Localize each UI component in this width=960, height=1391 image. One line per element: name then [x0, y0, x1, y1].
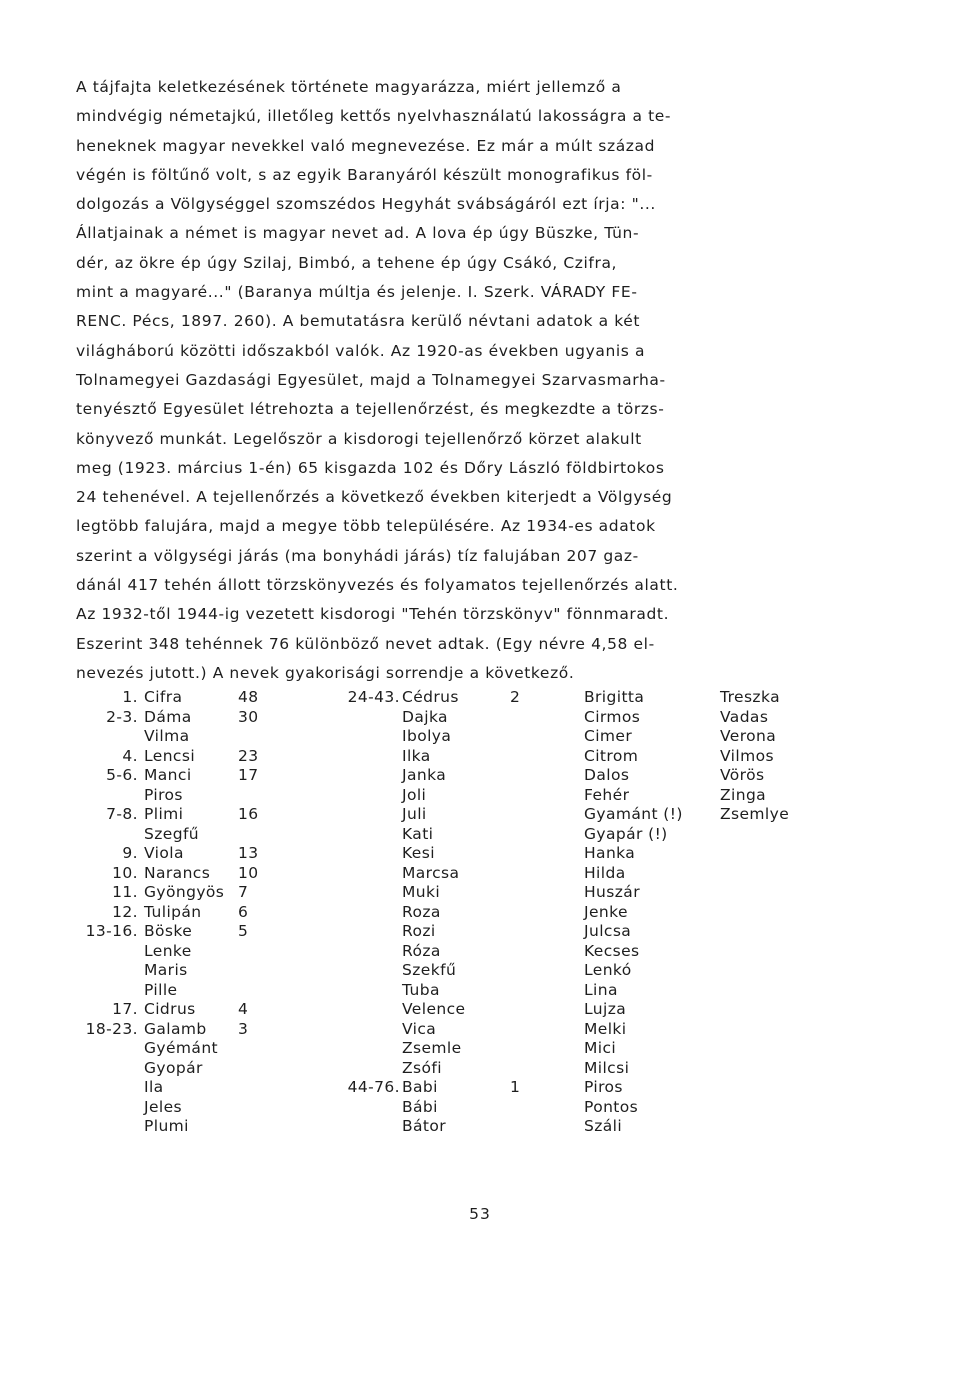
- text-line: heneknek magyar nevekkel való megnevezése. Ez már a múlt század: [76, 136, 656, 155]
- list-item: [0, 981, 960, 1001]
- list-item: [0, 825, 960, 845]
- count-value: 2: [510, 688, 521, 706]
- cow-name: Piros: [584, 1078, 623, 1096]
- cow-name: Cirmos: [584, 707, 641, 726]
- rank-label: 2-3.: [106, 707, 138, 726]
- count-value: 5: [238, 922, 249, 940]
- text-line: világháború közötti időszakból valók. Az 1920-as években ugyanis a: [76, 341, 646, 360]
- text-line: Tolnamegyei Gazdasági Egyesület, majd a Tolnamegyei Szarvasmarha-: [76, 370, 666, 389]
- cow-name: Lina: [584, 980, 618, 999]
- cow-name: Szekfű: [402, 961, 457, 979]
- list-item: [0, 688, 960, 708]
- cow-name: Manci: [144, 766, 192, 784]
- list-item: [0, 922, 960, 942]
- cow-name: Kecses: [584, 941, 640, 960]
- cow-name: Pontos: [584, 1097, 639, 1116]
- cow-name: Szegfű: [144, 824, 200, 843]
- cow-name: Verona: [720, 727, 777, 745]
- cow-name: Lencsi: [144, 746, 196, 765]
- rank-label: 13-16.: [85, 922, 138, 940]
- cow-name: Viola: [144, 844, 184, 862]
- list-item: [0, 1098, 960, 1118]
- count-value: 1: [510, 1078, 521, 1096]
- list-item: [0, 1117, 960, 1137]
- text-line: tenyésztő Egyesület létrehozta a tejellenőrzést, és megkezdte a törzs-: [76, 400, 665, 419]
- list-item: [0, 727, 960, 747]
- rank-label: 12.: [112, 902, 138, 921]
- cow-name: Tuba: [402, 980, 440, 999]
- rank-label: 4.: [122, 746, 138, 765]
- cow-name: Lenkó: [584, 961, 632, 979]
- cow-name: Citrom: [584, 746, 639, 765]
- count-value: 16: [238, 805, 259, 823]
- list-item: [0, 1020, 960, 1040]
- cow-name: Zinga: [720, 785, 767, 804]
- list-item: [0, 766, 960, 786]
- cow-name: Roza: [402, 902, 441, 921]
- cow-name: Mici: [584, 1039, 617, 1057]
- rank-label: 24-43.: [347, 688, 400, 706]
- list-item: [0, 883, 960, 903]
- cow-name: Lujza: [584, 1000, 627, 1018]
- cow-name: Plumi: [144, 1117, 189, 1135]
- text-line: mindvégig németajkú, illetőleg kettős nyelvhasználatú lakosságra a te-: [76, 107, 672, 126]
- cow-name: Muki: [402, 883, 441, 901]
- cow-name: Fehér: [584, 785, 630, 804]
- list-item: [0, 747, 960, 767]
- cow-name: Zsemle: [402, 1039, 462, 1057]
- cow-name: Bábi: [402, 1097, 438, 1116]
- text-line: nevezés jutott.) A nevek gyakorisági sorrendje a következő.: [76, 663, 575, 682]
- cow-name: Vilma: [144, 727, 190, 745]
- count-value: 17: [238, 766, 259, 784]
- cow-name: Bátor: [402, 1117, 447, 1135]
- cow-name: Vörös: [720, 766, 765, 784]
- cow-name: Ibolya: [402, 727, 452, 745]
- list-item: [0, 844, 960, 864]
- cow-name: Jeles: [144, 1097, 183, 1116]
- cow-name: Julcsa: [584, 922, 632, 940]
- list-item: [0, 903, 960, 923]
- cow-name: Zsófi: [402, 1058, 442, 1077]
- cow-name: Gyémánt: [144, 1039, 219, 1057]
- list-item: [0, 805, 960, 825]
- count-value: 10: [238, 863, 259, 882]
- rank-label: 1.: [122, 688, 138, 706]
- body-paragraph: [76, 73, 836, 688]
- cow-name: Rozi: [402, 922, 436, 940]
- list-item: [0, 1039, 960, 1059]
- text-line: Az 1932-től 1944-ig vezetett kisdorogi "Tehén törzskönyv" fönnmaradt.: [76, 605, 670, 624]
- cow-name: Ila: [144, 1078, 164, 1096]
- cow-name: Galamb: [144, 1019, 207, 1038]
- text-line: dolgozás a Völgységgel szomszédos Hegyhát svábságáról ezt írja: "...: [76, 195, 656, 214]
- cow-name: Tulipán: [144, 902, 202, 921]
- rank-label: 17.: [112, 1000, 138, 1018]
- cow-name: Joli: [402, 785, 427, 804]
- cow-name: Brigitta: [584, 688, 645, 706]
- count-value: 30: [238, 707, 259, 726]
- cow-name: Janka: [402, 766, 447, 784]
- cow-name: Maris: [144, 961, 188, 979]
- rank-label: 44-76.: [347, 1078, 400, 1096]
- list-item: [0, 864, 960, 884]
- cow-name: Plimi: [144, 805, 184, 823]
- list-item: [0, 1059, 960, 1079]
- cow-name: Száli: [584, 1117, 623, 1135]
- list-item: [0, 1078, 960, 1098]
- count-value: 3: [238, 1019, 249, 1038]
- text-line: Eszerint 348 tehénnek 76 különböző nevet adtak. (Egy névre 4,58 el-: [76, 634, 655, 653]
- cow-name: Melki: [584, 1019, 627, 1038]
- text-line: meg (1923. március 1-én) 65 kisgazda 102 és Dőry László földbirtokos: [76, 458, 665, 477]
- count-value: 4: [238, 1000, 249, 1018]
- rank-label: 10.: [112, 863, 138, 882]
- cow-name: Cifra: [144, 688, 183, 706]
- cow-name: Velence: [402, 1000, 466, 1018]
- list-item: [0, 961, 960, 981]
- cow-name: Cidrus: [144, 1000, 196, 1018]
- list-item: [0, 786, 960, 806]
- cow-name: Gyapár (!): [584, 824, 668, 843]
- text-line: legtöbb falujára, majd a megye több településére. Az 1934-es adatok: [76, 517, 656, 536]
- cow-name: Vadas: [720, 707, 769, 726]
- cow-name: Gyamánt (!): [584, 805, 683, 823]
- text-line: RENC. Pécs, 1897. 260). A bemutatásra kerülő névtani adatok a két: [76, 312, 641, 331]
- rank-label: 18-23.: [85, 1019, 138, 1038]
- list-item: [0, 1000, 960, 1020]
- cow-name: Cimer: [584, 727, 633, 745]
- cow-name: Dáma: [144, 707, 192, 726]
- cow-name: Jenke: [584, 902, 628, 921]
- rank-label: 11.: [112, 883, 138, 901]
- list-item: [0, 942, 960, 962]
- cow-name: Ilka: [402, 746, 431, 765]
- list-item: [0, 708, 960, 728]
- cow-name: Dalos: [584, 766, 630, 784]
- text-line: dér, az ökre ép úgy Szilaj, Bimbó, a tehene ép úgy Csákó, Czifra,: [76, 253, 618, 272]
- rank-label: 9.: [122, 844, 138, 862]
- cow-name: Babi: [402, 1078, 438, 1096]
- cow-name: Piros: [144, 785, 183, 804]
- cow-name: Gyopár: [144, 1058, 203, 1077]
- cow-name: Treszka: [720, 688, 780, 706]
- text-line: szerint a völgységi járás (ma bonyhádi járás) tíz falujában 207 gaz-: [76, 546, 639, 565]
- count-value: 23: [238, 746, 259, 765]
- text-line: 24 tehenével. A tejellenőrzés a következő években kiterjedt a Völgység: [76, 488, 673, 507]
- text-line: A tájfajta keletkezésének története magyarázza, miért jellemző a: [76, 78, 622, 96]
- count-value: 13: [238, 844, 259, 862]
- names-column-4: [0, 688, 960, 825]
- cow-name: Pille: [144, 980, 178, 999]
- cow-name: Gyöngyös: [144, 883, 225, 901]
- cow-name: Lenke: [144, 941, 192, 960]
- text-line: Állatjainak a német is magyar nevet ad. A lova ép úgy Büszke, Tün-: [76, 224, 640, 243]
- cow-name: Milcsi: [584, 1058, 630, 1077]
- cow-name: Hilda: [584, 863, 626, 882]
- cow-name: Kesi: [402, 844, 435, 862]
- count-value: 48: [238, 688, 259, 706]
- page-number: 53: [469, 1205, 491, 1223]
- cow-name: Vilmos: [720, 746, 774, 765]
- text-line: végén is föltűnő volt, s az egyik Baranyáról készült monografikus föl-: [76, 165, 653, 184]
- cow-name: Róza: [402, 941, 441, 960]
- count-value: 6: [238, 902, 249, 921]
- text-line: mint a magyaré..." (Baranya múltja és jelenje. I. Szerk. VÁRADY FE-: [76, 283, 638, 302]
- text-line: dánál 417 tehén állott törzskönyvezés és folyamatos tejellenőrzés alatt.: [76, 576, 679, 595]
- cow-name: Huszár: [584, 883, 640, 901]
- cow-name: Kati: [402, 824, 434, 843]
- text-line: könyvező munkát. Legelőször a kisdorogi tejellenőrző körzet alakult: [76, 429, 642, 448]
- rank-label: 5-6.: [106, 766, 138, 784]
- cow-name: Cédrus: [402, 688, 459, 706]
- rank-label: 7-8.: [106, 805, 138, 823]
- cow-name: Zsemlye: [720, 805, 790, 823]
- cow-name: Juli: [402, 805, 427, 823]
- cow-name: Marcsa: [402, 863, 460, 882]
- cow-name: Vica: [402, 1019, 437, 1038]
- cow-name: Dajka: [402, 707, 448, 726]
- cow-name: Hanka: [584, 844, 636, 862]
- cow-name: Böske: [144, 922, 193, 940]
- cow-name: Narancs: [144, 863, 211, 882]
- count-value: 7: [238, 883, 249, 901]
